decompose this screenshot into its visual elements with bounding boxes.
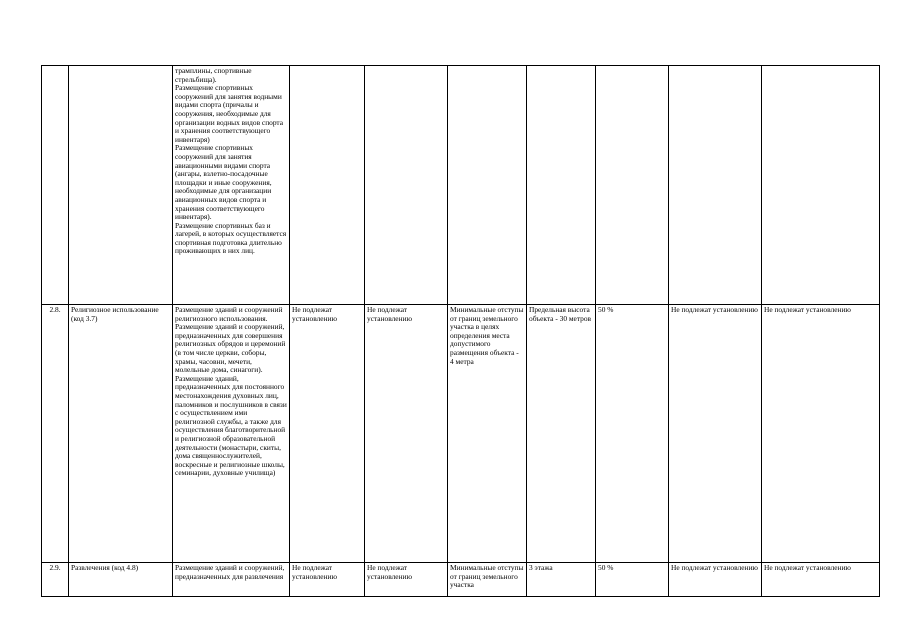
- param-cell: Не подлежат установлению: [669, 563, 762, 597]
- coverage-cell: 50 %: [596, 305, 669, 563]
- land-use-description-cell: Размещение зданий и сооружений, предназначенных для развлечения: [173, 563, 290, 597]
- param-cell: Не подлежат установлению: [365, 563, 448, 597]
- row-number-cell: 2.9.: [42, 563, 69, 597]
- param-cell: Не подлежат установлению: [669, 305, 762, 563]
- setback-cell: Минимальные отступы от границ земельного участка: [448, 563, 527, 597]
- row-number-cell: [42, 66, 69, 305]
- coverage-cell: 50 %: [596, 563, 669, 597]
- param-cell: [527, 66, 596, 305]
- param-cell: Не подлежат установлению: [290, 563, 365, 597]
- param-cell: [596, 66, 669, 305]
- land-use-description-cell: трамплины, спортивные стрельбища). Размещение спортивных сооружений для занятия водными видами спорта (причалы и сооружения, необходимые для организации водных видов спорта и хранения соответствующего инвентаря) Размещение спортивных сооружений для занятия авиационными видами спорта (ангары, взлетно-посадочные площадки и иные сооружения, необходимые для организации авиационных видов спорта и хранения соответствующего инвентаря). Размещение спортивных баз и лагерей, в которых осуществляется спортивная подготовка длительно проживающих в них лиц.: [173, 66, 290, 305]
- table-row: [42, 66, 880, 305]
- table-row: [42, 563, 880, 597]
- height-limit-cell: 3 этажа: [527, 563, 596, 597]
- regulations-table: [41, 65, 880, 597]
- row-number-cell: 2.8.: [42, 305, 69, 563]
- param-cell: Не подлежат установлению: [762, 305, 880, 563]
- param-cell: [290, 66, 365, 305]
- param-cell: Не подлежат установлению: [762, 563, 880, 597]
- param-cell: Не подлежат установлению: [290, 305, 365, 563]
- param-cell: [365, 66, 448, 305]
- land-use-description-cell: Размещение зданий и сооружений религиозного использования. Размещение зданий и сооружений, предназначенных для совершения религиозных обрядов и церемоний (в том числе церкви, соборы, храмы, часовни, мечети, молельные дома, синагоги). Размещение зданий, предназначенных для постоянного местонахождения духовных лиц, паломников и послушников в связи с осуществлением ими религиозной службы, а также для осуществления благотворительной и религиозной образовательной деятельности (монастыри, скиты, дома священнослужителей, воскресные и религиозные школы, семинарии, духовные училища): [173, 305, 290, 563]
- param-cell: [669, 66, 762, 305]
- land-use-type-cell: [69, 66, 173, 305]
- param-cell: [448, 66, 527, 305]
- param-cell: [762, 66, 880, 305]
- land-use-type-cell: Религиозное использование (код 3.7): [69, 305, 173, 563]
- height-limit-cell: Предельная высота объекта - 30 метров: [527, 305, 596, 563]
- setback-cell: Минимальные отступы от границ земельного участка в целях определения места допустимого размещения объекта - 4 метра: [448, 305, 527, 563]
- param-cell: Не подлежат установлению: [365, 305, 448, 563]
- table-row: [42, 305, 880, 563]
- land-use-type-cell: Развлечения (код 4.8): [69, 563, 173, 597]
